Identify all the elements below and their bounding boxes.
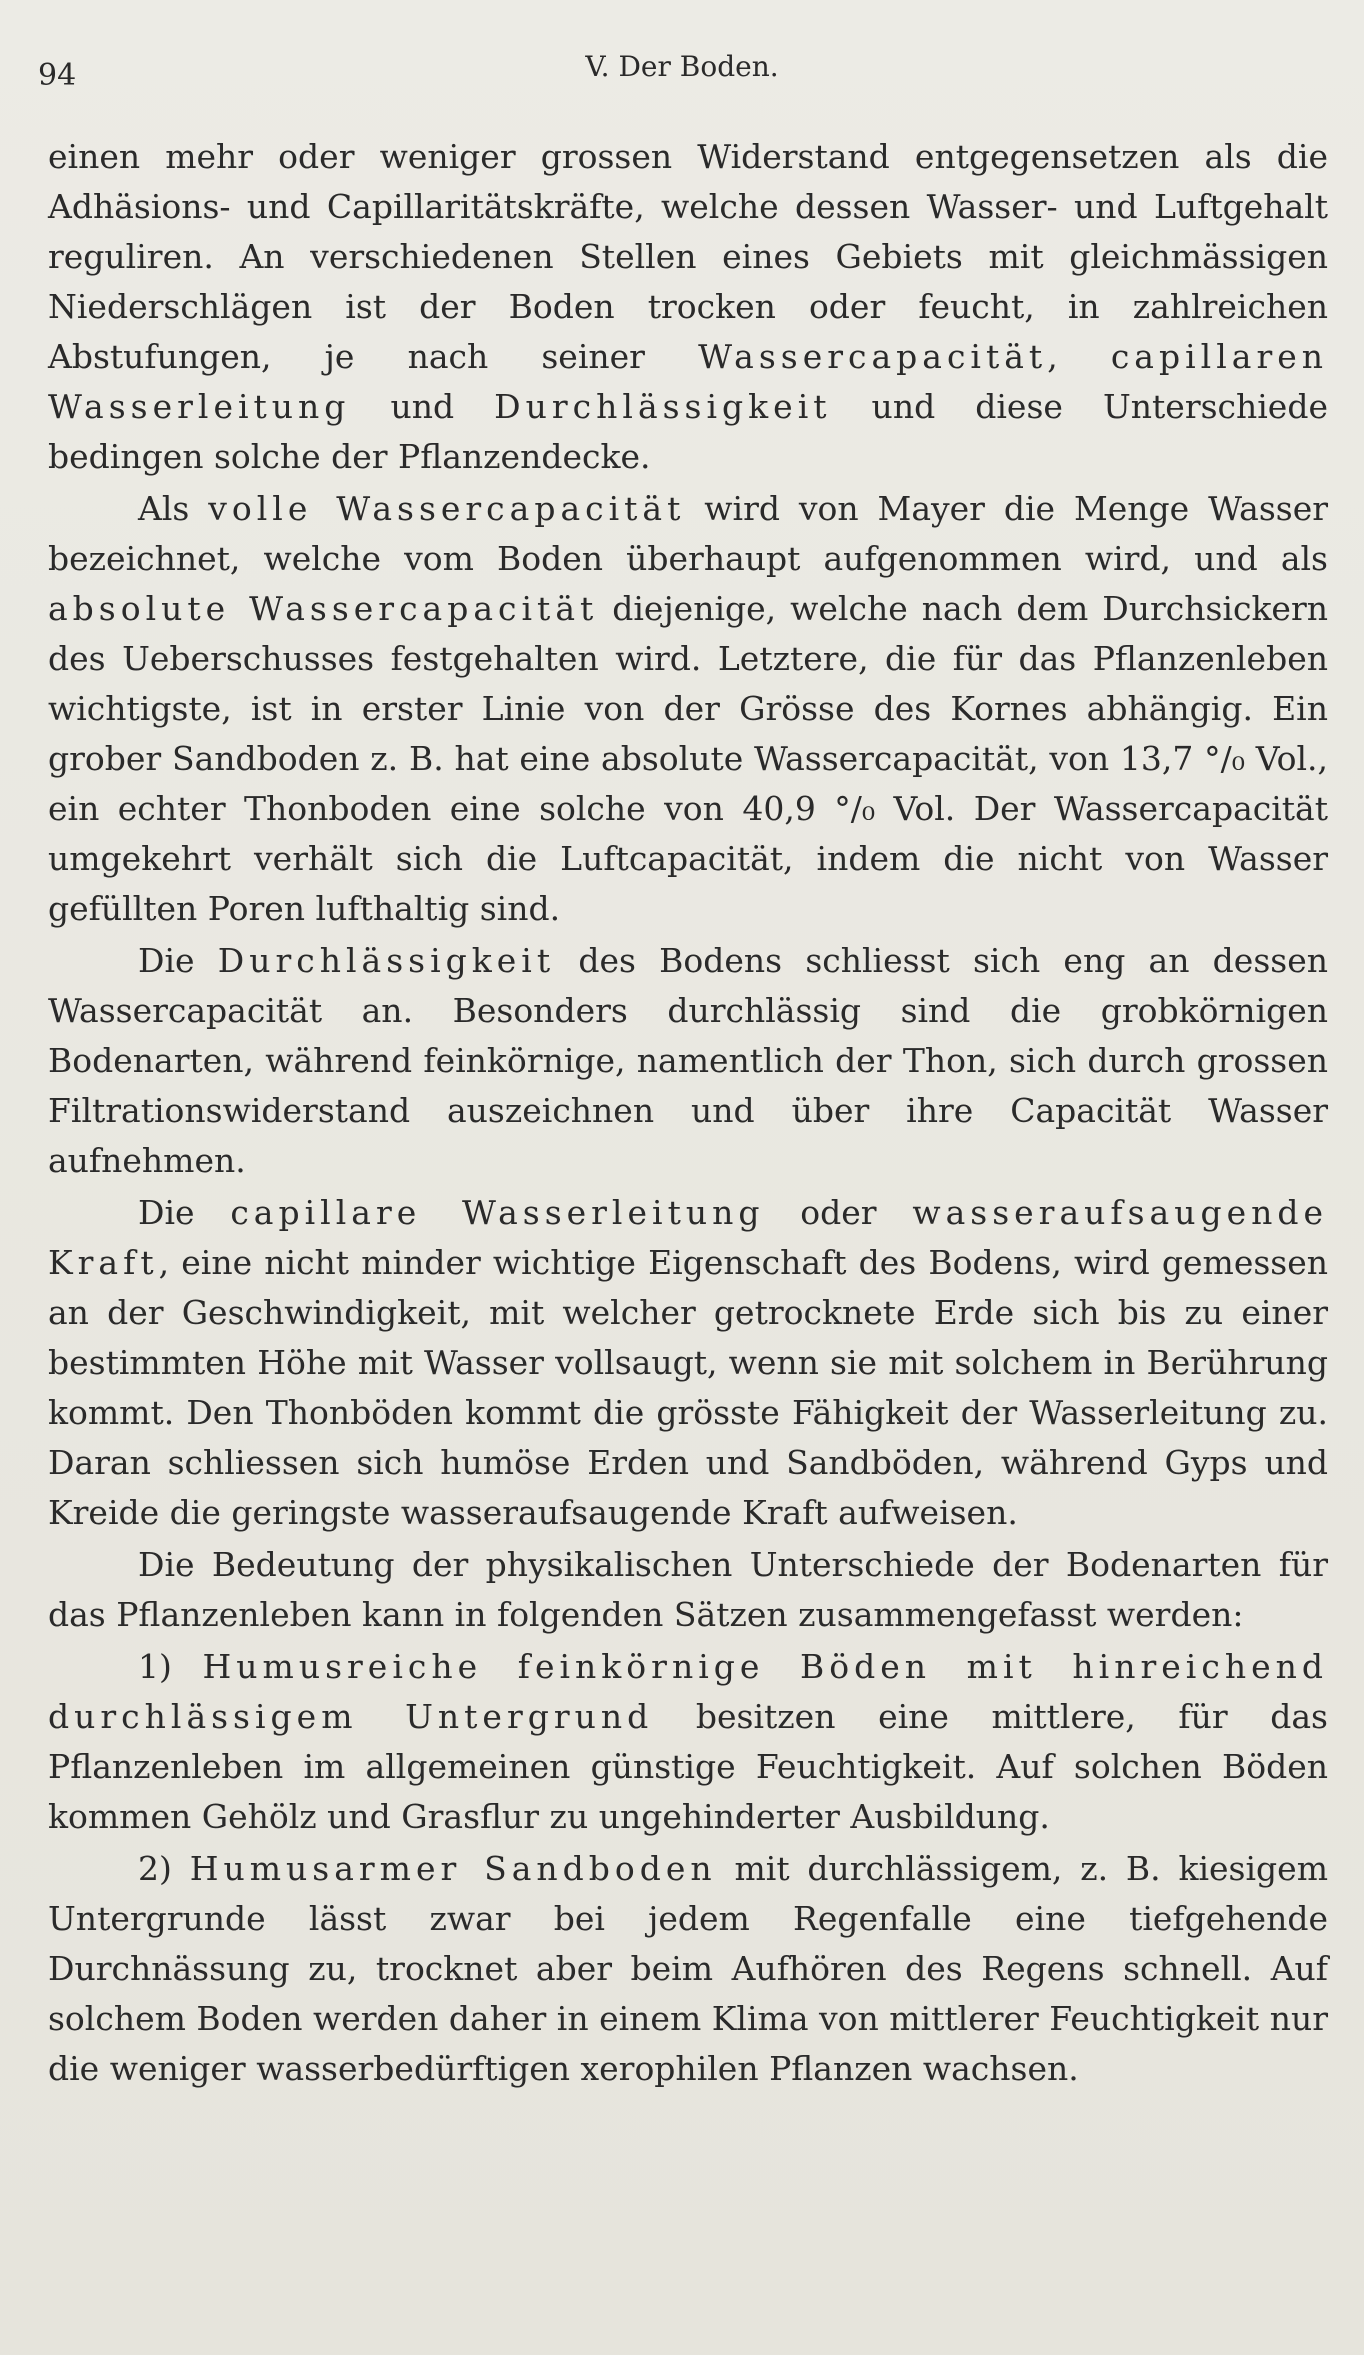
spaced-emphasis-text: wasseraufsaugende Kraft <box>48 1193 1329 1282</box>
text-run: besitzen eine mittlere, für das Pflanzenleben im allgemeinen günstige Feuchtigkeit. Auf solchen Böden kommen Gehölz und Grasflur zu ungehinderter Ausbildung. <box>48 1697 1328 1836</box>
paragraph <box>48 1844 1328 2094</box>
body-text <box>48 132 1328 2096</box>
spaced-emphasis-text: Humusreiche feinkörnige Böden mit hinreichend durchlässigem Untergrund <box>48 1647 1328 1736</box>
spaced-emphasis-text: Humusarmer Sandboden <box>189 1849 717 1888</box>
spaced-emphasis-text: Durchlässigkeit <box>217 941 556 980</box>
spaced-emphasis-text: Durchlässigkeit <box>494 387 832 426</box>
text-run: , <box>1047 337 1111 376</box>
text-run: und diese Unterschiede bedingen solche der Pflanzendecke. <box>48 387 1328 476</box>
text-run: Als <box>138 489 209 528</box>
paragraph <box>48 936 1328 1186</box>
text-run: , eine nicht minder wichtige Eigenschaft des Bodens, wird gemessen an der Geschwindigkeit, mit welcher getrocknete Erde sich bis zu einer bestimmten Höhe mit Wasser vollsaugt, wenn sie mit solchem in Berührung kommt. Den Thonböden kommt die grösste Fähigkeit der Wasserleitung zu. Daran schliessen sich humöse Erden und Sandböden, während Gyps und Kreide die geringste wasseraufsaugende Kraft aufweisen. <box>48 1243 1328 1532</box>
text-run: mit durchlässigem, z. B. kiesigem Untergrunde lässt zwar bei jedem Regenfalle eine tiefgehende Durchnässung zu, trocknet aber beim Aufhören des Regens schnell. Auf solchem Boden werden daher in einem Klima von mittlerer Feuchtigkeit nur die weniger wasserbedürftigen xerophilen Pflanzen wachsen. <box>48 1849 1328 2088</box>
paragraph <box>48 1188 1328 1538</box>
text-run: einen mehr oder weniger grossen Widerstand entgegensetzen als die Adhäsions- und Capillaritätskräfte, welche dessen Wasser- und Luftgehalt reguliren. An verschiedenen Stellen eines Gebiets mit gleichmässigen Niederschlägen ist der Boden trocken oder feucht, in zahlreichen Abstufungen, je nach seiner <box>48 137 1328 376</box>
text-run: Die <box>138 941 218 980</box>
page-number: 94 <box>38 58 77 93</box>
paragraph <box>48 1540 1328 1640</box>
text-run: des Bodens schliesst sich eng an dessen Wassercapacität an. Besonders durchlässig sind die grobkörnigen Bodenarten, während feinkörnige, namentlich der Thon, sich durch grossen Filtrationswiderstand auszeichnen und über ihre Capacität Wasser aufnehmen. <box>48 941 1328 1180</box>
spaced-emphasis-text: capillaren Wasserleitung <box>48 337 1329 426</box>
text-run: oder <box>764 1193 913 1232</box>
running-head: V. Der Boden. <box>585 50 779 83</box>
page-header <box>38 50 1326 93</box>
spaced-emphasis-text: capillare Wasserleitung <box>230 1193 765 1232</box>
paragraph <box>48 132 1328 482</box>
text-run: diejenige, welche nach dem Durchsickern des Ueberschusses festgehalten wird. Letztere, die für das Pflanzenleben wichtigste, ist in erster Linie von der Grösse des Kornes abhängig. Ein grober Sandboden z. B. hat eine absolute Wassercapacität, von 13,7 °/₀ Vol., ein echter Thonboden eine solche von 40,9 °/₀ Vol. Der Wassercapacität umgekehrt verhält sich die Luftcapacität, indem die nicht von Wasser gefüllten Poren lufthaltig sind. <box>48 589 1328 928</box>
text-run: 1) <box>138 1647 203 1686</box>
paragraph <box>48 1642 1328 1842</box>
text-run: wird von Mayer die Menge Wasser bezeichnet, welche vom Boden überhaupt aufgenommen wird, und als <box>48 489 1328 578</box>
paragraph <box>48 484 1328 934</box>
text-run: 2) <box>138 1849 190 1888</box>
text-run: und <box>350 387 495 426</box>
text-run: Die Bedeutung der physikalischen Unterschiede der Bodenarten für das Pflanzenleben kann in folgenden Sätzen zusammengefasst werden: <box>48 1545 1328 1634</box>
text-run: Die <box>138 1193 231 1232</box>
spaced-emphasis-text: volle Wassercapacität <box>208 489 686 528</box>
spaced-emphasis-text: absolute Wassercapacität <box>48 589 599 628</box>
spaced-emphasis-text: Wassercapacität <box>698 337 1048 376</box>
